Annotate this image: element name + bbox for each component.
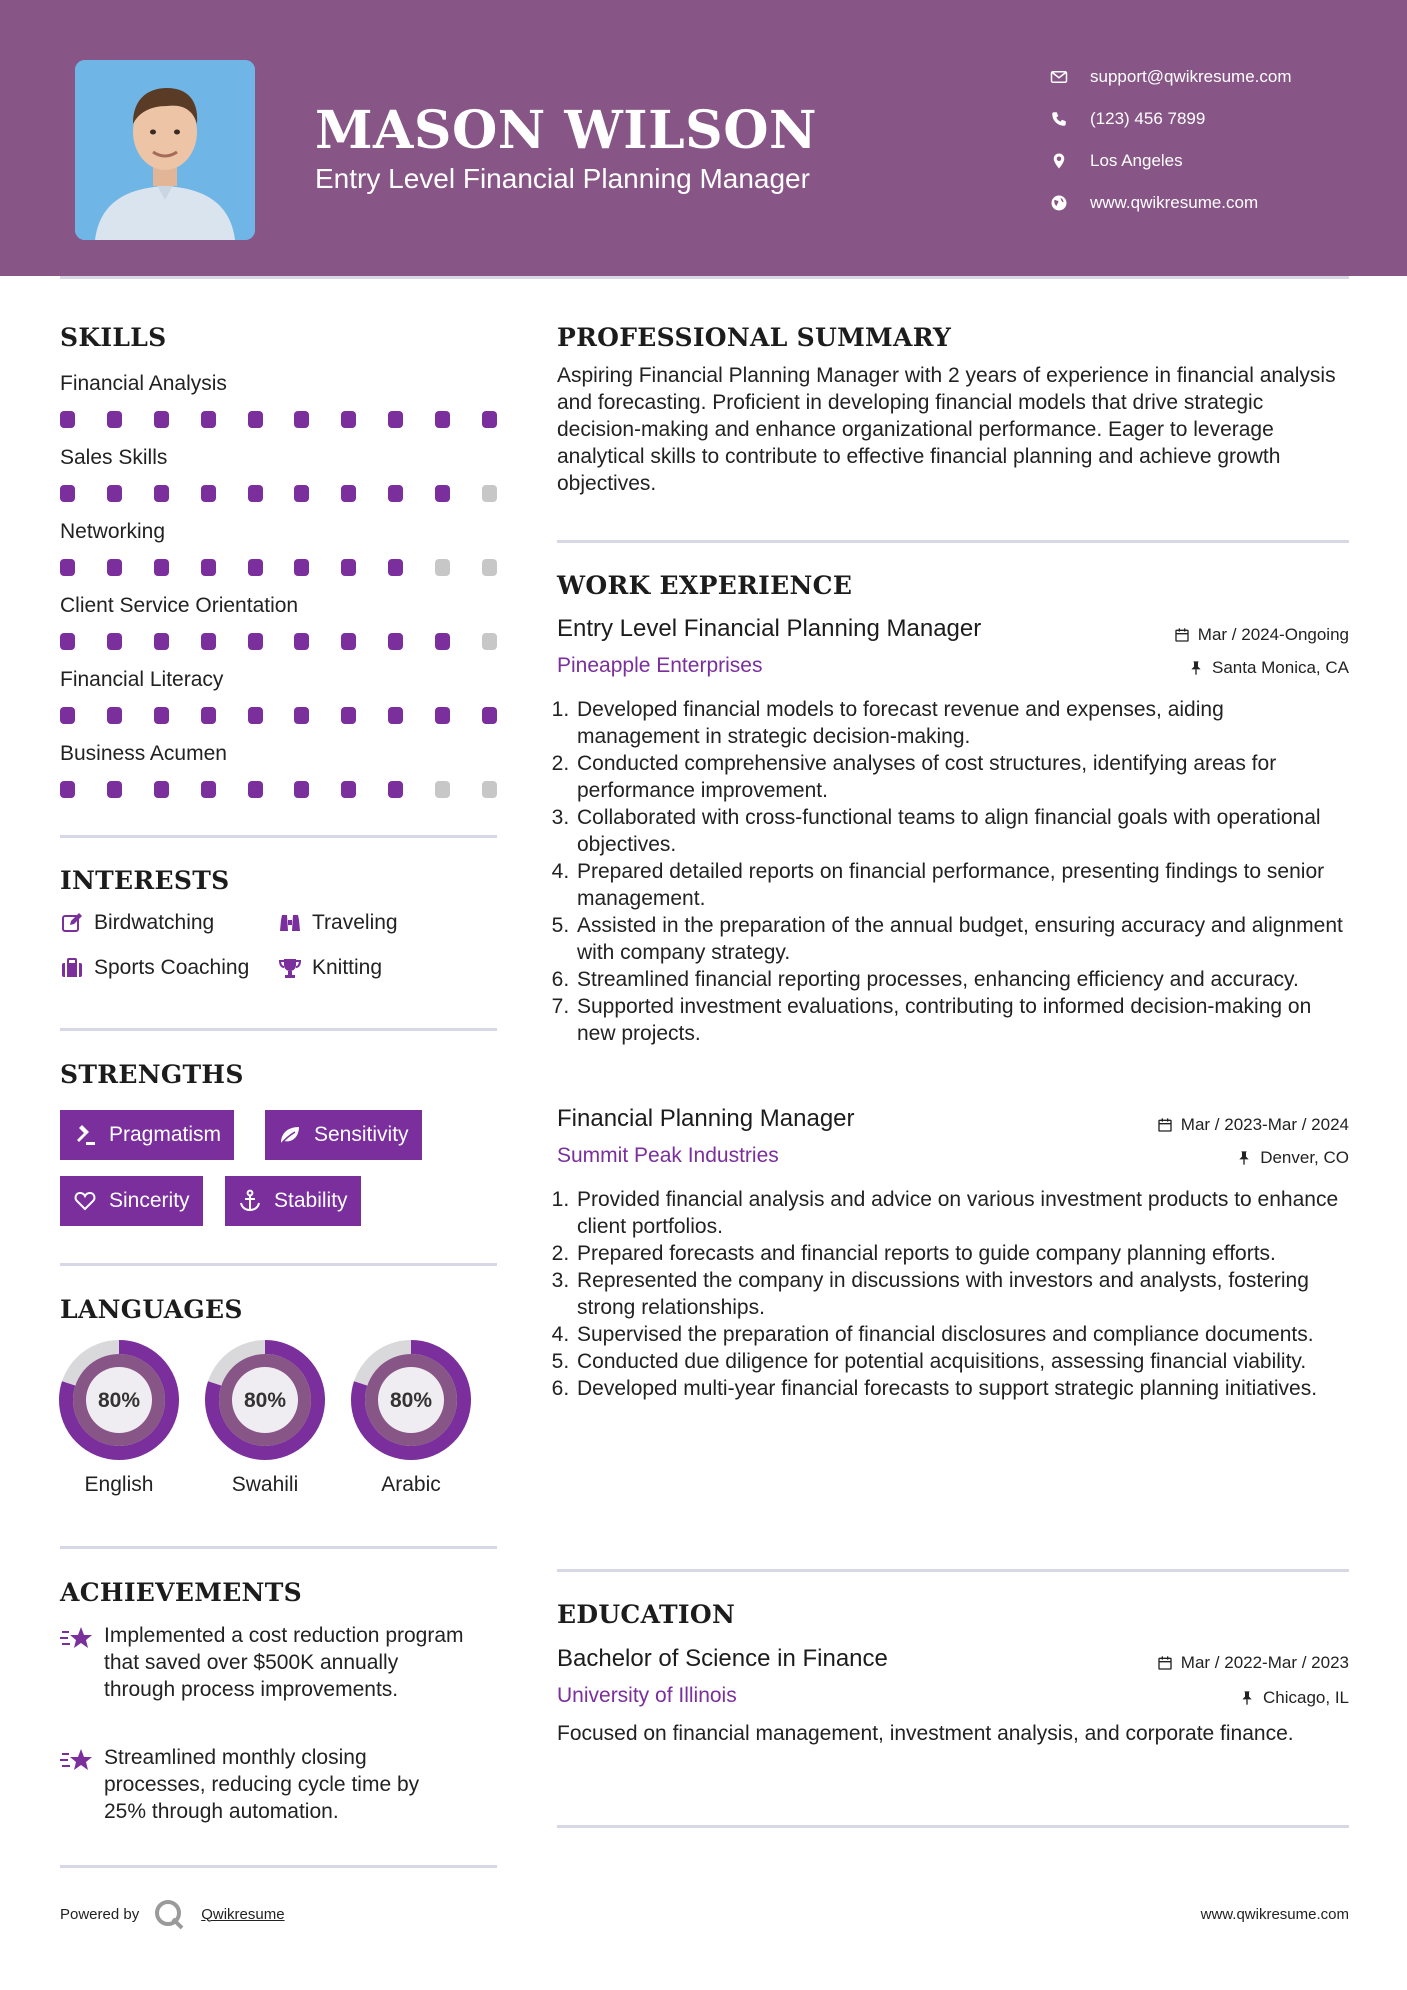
powered-by-label: Powered by [60, 1905, 140, 1923]
skill-name: Business Acumen [60, 742, 227, 765]
star-award-icon [60, 1624, 94, 1654]
trophy-icon [278, 956, 302, 980]
skill-dot-filled [60, 781, 75, 798]
globe-icon [1050, 194, 1068, 212]
footer-brand [60, 1897, 285, 1931]
skill-item [60, 591, 497, 665]
phone-icon [1050, 110, 1068, 128]
skill-dot-filled [248, 781, 263, 798]
skill-name: Financial Literacy [60, 668, 224, 691]
section-divider [60, 835, 497, 838]
skills-section [60, 323, 497, 813]
achievement-item [60, 1744, 464, 1825]
experience-title: WORK EXPERIENCE [557, 571, 853, 600]
skill-dot-filled [388, 559, 403, 576]
skill-dot-filled [201, 559, 216, 576]
education-school: University of Illinois [557, 1684, 737, 1707]
footer-website[interactable]: www.qwikresume.com [1200, 1906, 1349, 1923]
candidate-name: MASON WILSON [315, 100, 818, 161]
skill-dot-filled [248, 411, 263, 428]
job-entry [557, 1105, 1349, 1402]
skill-dot-filled [107, 707, 122, 724]
skill-dot-filled [482, 707, 497, 724]
interest-item [60, 911, 214, 935]
pushpin-icon [1239, 1690, 1255, 1706]
achievement-text: Implemented a cost reduction program that saved over $500K annually through process improvements. [104, 1624, 464, 1701]
strength-tag [225, 1176, 361, 1226]
contact-list [1050, 56, 1292, 224]
job-bullet: 2. Prepared forecasts and financial reports to guide company planning efforts. [575, 1240, 1349, 1267]
language-progress-ring [58, 1339, 180, 1461]
skill-dot-filled [154, 485, 169, 502]
pushpin-icon [1188, 660, 1204, 676]
language-progress-ring [350, 1339, 472, 1461]
skill-dot-filled [294, 781, 309, 798]
education-dates [1157, 1653, 1349, 1673]
job-entry [557, 615, 1349, 1047]
job-bullet: 6. Developed multi-year financial forecasts to support strategic planning initiatives. [575, 1375, 1349, 1402]
leaf-icon [278, 1123, 302, 1147]
strength-tag [265, 1110, 422, 1160]
skill-dot-filled [107, 633, 122, 650]
strength-tag [60, 1110, 234, 1160]
job-bullet: 5. Assisted in the preparation of the annual budget, ensuring accuracy and alignment with company strategy. [575, 912, 1349, 966]
skill-dot-filled [341, 559, 356, 576]
interest-item [60, 956, 249, 980]
skill-level [60, 695, 497, 739]
job-bullet: 3. Collaborated with cross-functional teams to align financial goals with operational objectives. [575, 804, 1349, 858]
profile-photo [75, 60, 255, 240]
language-percent: 80% [243, 1389, 287, 1412]
skill-dot-filled [248, 633, 263, 650]
header-divider [60, 276, 1349, 279]
section-divider [557, 1569, 1349, 1572]
skill-name: Client Service Orientation [60, 594, 299, 617]
language-item [204, 1339, 326, 1497]
job-title: Entry Level Financial Planning Manager [557, 615, 982, 642]
skill-dot-filled [435, 633, 450, 650]
interest-item [278, 911, 398, 935]
section-divider [60, 1865, 497, 1868]
skill-name: Networking [60, 520, 166, 543]
skill-dot-filled [201, 707, 216, 724]
job-bullet: 3. Represented the company in discussions with investors and analysts, fostering strong relationships. [575, 1267, 1349, 1321]
contact-location-text: Los Angeles [1090, 151, 1183, 170]
skill-dot-empty [482, 559, 497, 576]
skill-dot-filled [107, 781, 122, 798]
skill-dot-filled [107, 411, 122, 428]
skill-dot-filled [201, 781, 216, 798]
job-bullets [557, 696, 1349, 1047]
language-item [58, 1339, 180, 1497]
job-bullet: 2. Conducted comprehensive analyses of cost structures, identifying areas for performance improvement. [575, 750, 1349, 804]
skill-dot-empty [482, 633, 497, 650]
skill-level [60, 473, 497, 517]
job-bullet: 1. Developed financial models to forecast revenue and expenses, aiding management in strategic decision-making. [575, 696, 1349, 750]
calendar-icon [1174, 627, 1190, 643]
interest-item [278, 956, 382, 980]
interest-label: Sports Coaching [94, 956, 250, 979]
skill-dot-filled [154, 559, 169, 576]
contact-phone-text: (123) 456 7899 [1090, 109, 1206, 128]
contact-location [1050, 140, 1292, 182]
job-dates-text: Mar / 2023-Mar / 2024 [1180, 1115, 1349, 1134]
skill-name: Financial Analysis [60, 372, 227, 395]
job-title: Financial Planning Manager [557, 1105, 855, 1132]
interests-title: INTERESTS [60, 866, 230, 895]
language-name: Swahili [231, 1473, 299, 1496]
section-divider [60, 1028, 497, 1031]
skill-level [60, 399, 497, 443]
job-bullet: 4. Prepared detailed reports on financial performance, presenting findings to senior management. [575, 858, 1349, 912]
job-bullet: 7. Supported investment evaluations, contributing to informed decision-making on new projects. [575, 993, 1349, 1047]
skill-dot-filled [341, 707, 356, 724]
education-degree: Bachelor of Science in Finance [557, 1645, 888, 1672]
skill-dot-filled [388, 485, 403, 502]
education-title: EDUCATION [557, 1600, 736, 1629]
skill-dot-filled [388, 411, 403, 428]
education-dates-text: Mar / 2022-Mar / 2023 [1180, 1653, 1349, 1672]
anchor-icon [238, 1189, 262, 1213]
job-location-text: Santa Monica, CA [1211, 658, 1349, 677]
skill-dot-filled [388, 707, 403, 724]
resume-header [0, 0, 1407, 276]
calendar-icon [1157, 1655, 1173, 1671]
job-location-text: Denver, CO [1260, 1148, 1349, 1167]
skill-dot-filled [294, 633, 309, 650]
skill-item [60, 739, 497, 813]
contact-email[interactable] [1050, 56, 1292, 98]
contact-website[interactable] [1050, 182, 1292, 224]
skill-dot-filled [294, 485, 309, 502]
strength-label: Sensitivity [314, 1123, 409, 1146]
skill-name: Sales Skills [60, 446, 168, 469]
interest-label: Birdwatching [94, 911, 215, 934]
skill-dot-filled [154, 411, 169, 428]
languages-title: LANGUAGES [60, 1295, 243, 1324]
education-location [1239, 1688, 1349, 1708]
skill-dot-filled [294, 411, 309, 428]
skill-dot-filled [435, 485, 450, 502]
achievement-item [60, 1622, 464, 1703]
job-company: Summit Peak Industries [557, 1144, 779, 1167]
skill-dot-empty [435, 781, 450, 798]
map-pin-icon [1050, 152, 1068, 170]
skill-dot-filled [107, 485, 122, 502]
skill-dot-filled [435, 707, 450, 724]
job-company: Pineapple Enterprises [557, 654, 763, 677]
star-award-icon [60, 1746, 94, 1776]
skill-dot-filled [248, 559, 263, 576]
job-bullet: 4. Supervised the preparation of financial disclosures and compliance documents. [575, 1321, 1349, 1348]
job-bullet: 5. Conducted due diligence for potential acquisitions, assessing financial viability. [575, 1348, 1349, 1375]
briefcase-icon [60, 956, 84, 980]
skill-dot-filled [482, 411, 497, 428]
envelope-icon [1050, 68, 1068, 86]
skill-dot-filled [154, 633, 169, 650]
heart-icon [73, 1189, 97, 1213]
interest-label: Knitting [312, 956, 383, 979]
skill-dot-filled [388, 633, 403, 650]
skill-dot-filled [341, 781, 356, 798]
job-location [1188, 658, 1349, 678]
job-bullet: 6. Streamlined financial reporting processes, enhancing efficiency and accuracy. [575, 966, 1349, 993]
calendar-icon [1157, 1117, 1173, 1133]
education-description: Focused on financial management, investment analysis, and corporate finance. [557, 1722, 1294, 1745]
brand-link[interactable]: Qwikresume [201, 1905, 285, 1923]
skill-dot-filled [60, 559, 75, 576]
skill-dot-filled [60, 707, 75, 724]
achievements-title: ACHIEVEMENTS [60, 1578, 302, 1607]
skill-level [60, 621, 497, 665]
strength-label: Stability [274, 1189, 348, 1212]
contact-email-text: support@qwikresume.com [1090, 67, 1292, 86]
skill-dot-filled [248, 485, 263, 502]
interest-label: Traveling [312, 911, 398, 934]
edit-icon [60, 911, 84, 935]
skill-dot-filled [60, 485, 75, 502]
language-percent: 80% [97, 1389, 141, 1412]
skills-list [60, 369, 497, 813]
gavel-icon [73, 1123, 97, 1147]
skills-title: SKILLS [60, 323, 167, 352]
skill-dot-filled [107, 559, 122, 576]
strength-label: Pragmatism [109, 1123, 222, 1146]
skill-dot-empty [482, 485, 497, 502]
binoculars-icon [278, 911, 302, 935]
skill-dot-filled [201, 411, 216, 428]
language-percent: 80% [389, 1389, 433, 1412]
language-name: Arabic [381, 1473, 441, 1496]
job-dates [1174, 625, 1349, 645]
language-progress-ring [204, 1339, 326, 1461]
job-dates [1157, 1115, 1349, 1135]
summary-text: Aspiring Financial Planning Manager with 2 years of experience in financial analysis and forecasting. Proficient in developing financial models that drive strategic decision-making and enhance organizational performance. Eager to leverage analytical skills to contribute to effective financial planning and achieve growth objectives. [557, 364, 1336, 495]
job-dates-text: Mar / 2024-Ongoing [1197, 625, 1349, 644]
skill-dot-filled [388, 781, 403, 798]
summary-section [557, 323, 1349, 497]
skill-level [60, 547, 497, 591]
job-location [1236, 1148, 1349, 1168]
skill-level [60, 769, 497, 813]
skill-item [60, 517, 497, 591]
job-bullet: 1. Provided financial analysis and advice on various investment products to enhance client portfolios. [575, 1186, 1349, 1240]
skill-dot-empty [482, 781, 497, 798]
skill-dot-filled [60, 633, 75, 650]
skill-dot-filled [60, 411, 75, 428]
achievement-text: Streamlined monthly closing processes, reducing cycle time by 25% through automation. [104, 1746, 420, 1823]
candidate-title: Entry Level Financial Planning Manager [315, 163, 810, 194]
strength-label: Sincerity [109, 1189, 190, 1212]
skill-dot-filled [294, 559, 309, 576]
section-divider [60, 1546, 497, 1549]
job-bullets [557, 1186, 1349, 1402]
contact-website-text: www.qwikresume.com [1090, 193, 1259, 212]
skill-item [60, 443, 497, 517]
skill-dot-filled [294, 707, 309, 724]
skill-item [60, 369, 497, 443]
education-entry [557, 1645, 1349, 1747]
skill-dot-filled [341, 411, 356, 428]
qwikresume-logo-icon [153, 1897, 187, 1931]
skill-dot-filled [341, 485, 356, 502]
section-divider [557, 540, 1349, 543]
summary-title: PROFESSIONAL SUMMARY [557, 323, 952, 352]
contact-phone[interactable] [1050, 98, 1292, 140]
skill-dot-filled [201, 485, 216, 502]
strength-tag [60, 1176, 203, 1226]
skill-dot-filled [435, 411, 450, 428]
skill-dot-filled [154, 707, 169, 724]
section-divider [557, 1825, 1349, 1828]
language-name: English [84, 1473, 154, 1496]
pushpin-icon [1236, 1150, 1252, 1166]
education-location-text: Chicago, IL [1263, 1688, 1349, 1707]
section-divider [60, 1263, 497, 1266]
skill-dot-filled [248, 707, 263, 724]
language-item [350, 1339, 472, 1497]
skill-dot-filled [154, 781, 169, 798]
skill-dot-filled [201, 633, 216, 650]
strengths-title: STRENGTHS [60, 1060, 244, 1089]
skill-dot-filled [341, 633, 356, 650]
skill-item [60, 665, 497, 739]
skill-dot-empty [435, 559, 450, 576]
